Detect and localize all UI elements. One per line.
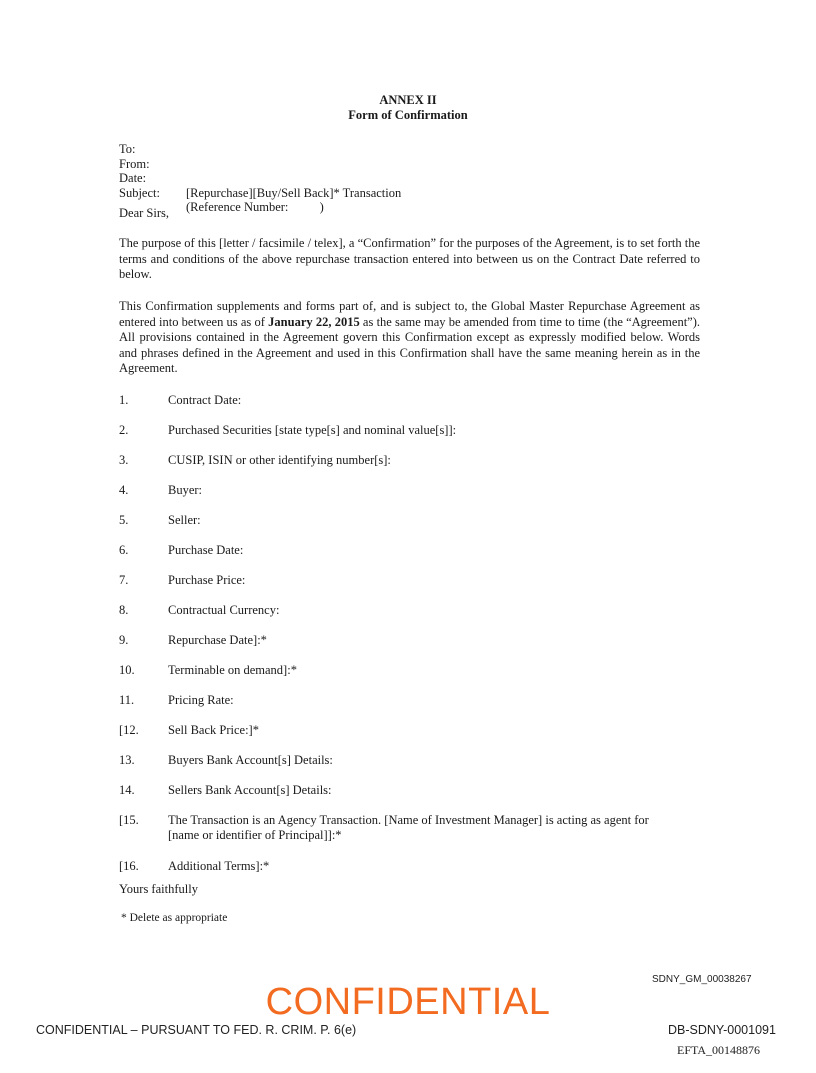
header-row-from [119,157,401,172]
item-number: 4. [119,483,129,497]
list-item [119,453,709,483]
list-item [119,723,709,753]
list-item [119,573,709,603]
item-number: [15. [119,813,139,827]
item-text: Buyers Bank Account[s] Details: [168,753,333,767]
item-text: The Transaction is an Agency Transaction. [Name of Investment Manager] is acting as agent for [name or identifier of Principal]]:* [168,813,649,842]
list-item [119,543,709,573]
header-label: Subject: [119,185,160,200]
bates-number-top: SDNY_GM_00038267 [652,974,752,985]
document-title [0,93,816,123]
list-item [119,483,709,513]
para2-text: This Confirmation supplements and forms part of, and is subject to, the Global Master Repurchase Agreement as entered into between us as of [119,299,700,329]
bates-number-bottom: DB-SDNY-0001091 [668,1023,776,1037]
efta-number: EFTA_00148876 [677,1043,761,1057]
item-text: Buyer: [168,483,203,497]
item-number: 3. [119,453,129,467]
item-number: 13. [119,753,135,767]
list-item [119,693,709,723]
annex-heading: ANNEX II [379,93,437,107]
header-row-to [119,142,401,157]
item-number: 5. [119,513,129,527]
item-number: [12. [119,723,139,737]
para2-text: as the same may be amended from time to time (the “Agreement”). All provisions contained in the Agreement govern this Confirmation except as expressly modified below. Words and phrases defined in the Agreement and used in this Confirmation shall have the same meaning herein as in the Agreement. [119,314,701,375]
letter-header [119,142,401,215]
confirmation-items [119,393,709,889]
header-label: From: [119,156,150,171]
item-text: Sell Back Price:]* [168,723,259,737]
list-item [119,633,709,663]
list-item [119,783,709,813]
item-number: 9. [119,633,129,647]
list-item [119,603,709,633]
item-number: [16. [119,859,139,873]
item-text: Repurchase Date]:* [168,633,267,647]
list-item [119,663,709,693]
item-number: 1. [119,393,129,407]
list-item [119,423,709,453]
item-number: 11. [119,693,135,707]
header-value: [Repurchase][Buy/Sell Back]* Transaction [186,185,402,200]
confidential-notice: CONFIDENTIAL – PURSUANT TO FED. R. CRIM. P. 6(e) [36,1023,357,1037]
item-number: 7. [119,573,129,587]
item-text: CUSIP, ISIN or other identifying number[s]: [168,453,391,467]
reference-number: (Reference Number: ) [186,200,324,214]
closing: Yours faithfully [119,882,198,896]
header-label: Date: [119,171,147,185]
item-number: 14. [119,783,135,797]
item-number: 2. [119,423,129,437]
list-item [119,513,709,543]
purpose-paragraph: The purpose of this [letter / facsimile / telex], a “Confirmation” for the purposes of the Agreement, is to set forth the terms and conditions of the above repurchase transaction entered into between us on the Contract Date referred to below. [119,236,700,281]
item-number: 6. [119,543,129,557]
item-text: Additional Terms]:* [168,859,270,873]
item-text: Pricing Rate: [168,693,234,707]
item-text: Contract Date: [168,393,242,407]
item-number: 10. [119,663,135,677]
list-item [119,393,709,423]
header-row-subject [119,186,401,201]
header-row-date [119,171,401,186]
agreement-date: January 22, 2015 [268,314,360,329]
item-text: Contractual Currency: [168,603,280,617]
item-text: Sellers Bank Account[s] Details: [168,783,332,797]
item-text: Terminable on demand]:* [168,663,297,677]
agreement-paragraph [119,299,700,377]
item-text: Purchased Securities [state type[s] and nominal value[s]]: [168,423,457,437]
header-label: To: [119,142,136,156]
item-text: Purchase Date: [168,543,244,557]
item-text: Seller: [168,513,201,527]
list-item [119,813,709,859]
item-number: 8. [119,603,129,617]
item-text: Purchase Price: [168,573,246,587]
salutation: Dear Sirs, [119,206,169,220]
form-heading: Form of Confirmation [348,108,468,122]
footnote: * Delete as appropriate [121,912,228,924]
confidential-stamp: CONFIDENTIAL [265,981,551,1023]
list-item [119,859,709,889]
list-item [119,753,709,783]
